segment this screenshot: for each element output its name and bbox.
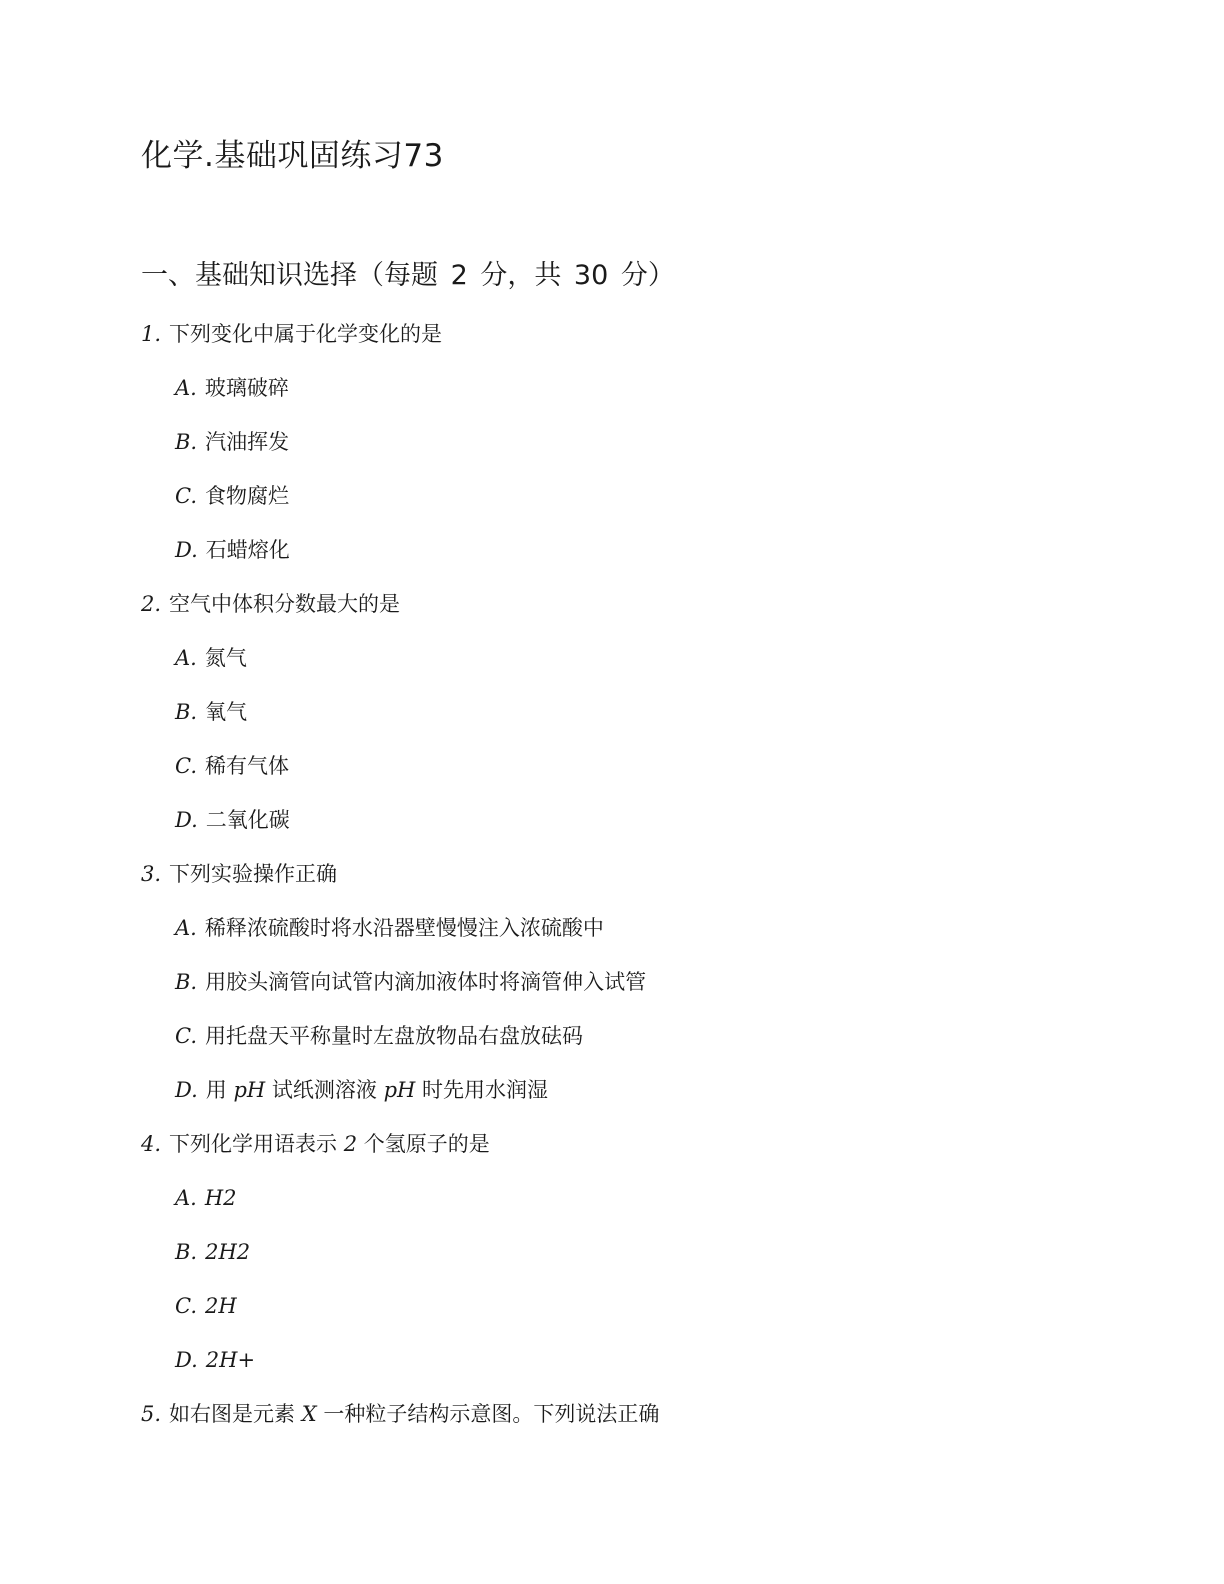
question-2 xyxy=(141,589,400,619)
option-text: 汽油挥发 xyxy=(205,430,290,454)
question-text-part: 个氢原子的是 xyxy=(357,1132,490,1156)
option-text: 稀释浓硫酸时将水沿器壁慢慢注入浓硫酸中 xyxy=(204,916,604,940)
question-1-option-c xyxy=(175,481,289,511)
ph-symbol: pH xyxy=(383,1078,416,1102)
option-text: 食物腐烂 xyxy=(205,484,289,508)
question-text: 下列实验操作正确 xyxy=(169,862,338,886)
question-1-option-a xyxy=(175,373,289,403)
option-text: 用胶头滴管向试管内滴加液体时将滴管伸入试管 xyxy=(205,970,647,994)
question-number: 3. xyxy=(141,862,162,886)
question-3-option-c xyxy=(175,1021,583,1051)
document-title: 化学.基础巩固练习73 xyxy=(141,138,444,174)
option-letter: B. xyxy=(175,1240,198,1264)
option-letter: D. xyxy=(175,1078,198,1102)
question-1-option-d xyxy=(175,535,290,565)
option-text-part: 时先用水润湿 xyxy=(415,1078,549,1102)
option-letter: A. xyxy=(175,916,197,940)
option-letter: D. xyxy=(175,808,198,832)
question-number: 5. xyxy=(141,1402,162,1426)
option-letter: B. xyxy=(175,700,198,724)
question-4-option-c xyxy=(175,1291,237,1321)
option-letter: A. xyxy=(175,376,197,400)
option-letter: C. xyxy=(175,754,197,778)
number-value: 2 xyxy=(343,1132,358,1156)
option-text-part: 用 xyxy=(205,1078,234,1102)
question-4 xyxy=(141,1129,490,1159)
option-text: 氧气 xyxy=(205,700,248,724)
option-letter: C. xyxy=(175,1024,197,1048)
question-3-option-b xyxy=(175,967,646,997)
question-text-part: 下列化学用语表示 xyxy=(169,1132,344,1156)
option-letter: C. xyxy=(175,1294,197,1318)
option-text: 氮气 xyxy=(204,646,247,670)
question-1 xyxy=(141,319,442,349)
option-letter: C. xyxy=(175,484,197,508)
option-text: 2H xyxy=(205,1294,237,1318)
question-3-option-d xyxy=(175,1075,548,1105)
question-2-option-d xyxy=(175,805,290,835)
option-letter: D. xyxy=(175,538,198,562)
question-number: 1. xyxy=(141,322,162,346)
question-3 xyxy=(141,859,337,889)
option-letter: D. xyxy=(175,1348,198,1372)
question-2-option-b xyxy=(175,697,247,727)
question-2-option-c xyxy=(175,751,289,781)
question-5 xyxy=(141,1399,659,1429)
question-4-option-b xyxy=(175,1237,250,1267)
option-text: 2H+ xyxy=(205,1348,256,1372)
option-text-part: 试纸测溶液 xyxy=(265,1078,384,1102)
question-3-option-a xyxy=(175,913,604,943)
question-2-option-a xyxy=(175,643,247,673)
question-4-option-d xyxy=(175,1345,255,1375)
option-text: 石蜡熔化 xyxy=(205,538,290,562)
option-letter: B. xyxy=(175,970,198,994)
question-text-part: 如右图是元素 xyxy=(169,1402,302,1426)
option-letter: A. xyxy=(175,646,197,670)
option-text: 玻璃破碎 xyxy=(204,376,289,400)
element-symbol: X xyxy=(301,1402,317,1426)
question-number: 2. xyxy=(141,592,162,616)
option-letter: B. xyxy=(175,430,198,454)
option-text: 用托盘天平称量时左盘放物品右盘放砝码 xyxy=(205,1024,583,1048)
question-text-part: 一种粒子结构示意图。下列说法正确 xyxy=(316,1402,660,1426)
ph-symbol: pH xyxy=(233,1078,266,1102)
option-letter: A. xyxy=(175,1186,197,1210)
option-text: 稀有气体 xyxy=(205,754,289,778)
question-text: 空气中体积分数最大的是 xyxy=(169,592,401,616)
question-text: 下列变化中属于化学变化的是 xyxy=(169,322,443,346)
question-4-option-a xyxy=(175,1183,237,1213)
option-text: H2 xyxy=(204,1186,237,1210)
option-text: 2H2 xyxy=(205,1240,251,1264)
option-text: 二氧化碳 xyxy=(205,808,290,832)
question-1-option-b xyxy=(175,427,289,457)
question-number: 4. xyxy=(141,1132,162,1156)
section-heading: 一、基础知识选择（每题 2 分，共 30 分） xyxy=(141,260,675,291)
